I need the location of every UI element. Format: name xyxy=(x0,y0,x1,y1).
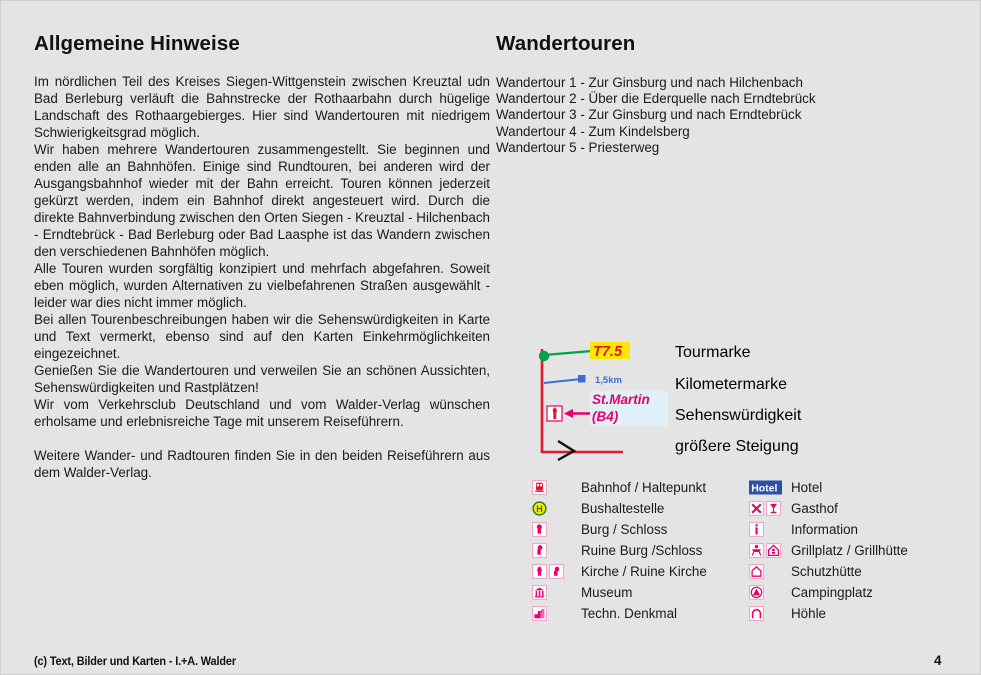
sight-arrow-head xyxy=(564,409,573,418)
icon-slot xyxy=(749,543,791,558)
legend-label: Kirche / Ruine Kirche xyxy=(581,564,707,579)
legend-row-information xyxy=(749,519,908,540)
legend-label: Hotel xyxy=(791,480,823,495)
information-icon xyxy=(749,522,764,537)
legend-label: Bushaltestelle xyxy=(581,501,665,516)
tour-list-item[interactable]: Wandertour 5 - Priesterweg xyxy=(496,139,660,155)
legend-row-kirche xyxy=(532,561,707,582)
sight-name-line-1: St.Martin xyxy=(592,392,650,407)
icon-slot xyxy=(749,606,791,621)
shelter-icon xyxy=(749,564,764,579)
tour-list-item[interactable]: Wandertour 3 - Zur Ginsburg und nach Erndtebrück xyxy=(496,107,802,123)
cave-icon xyxy=(749,606,764,621)
icon-slot xyxy=(749,564,791,579)
legend-row-techn-denkmal xyxy=(532,603,707,624)
map-legend-label-sehenswuerdigkeit: Sehenswürdigkeit xyxy=(675,407,802,424)
kilometer-mark-label: 1,5km xyxy=(595,375,622,386)
legend-label: Gasthof xyxy=(791,501,838,516)
museum-icon xyxy=(532,585,547,600)
page-title-allgemeine-hinweise: Allgemeine Hinweise xyxy=(34,32,240,55)
icon-legend-right-column xyxy=(749,477,908,624)
legend-label: Campingplatz xyxy=(791,585,873,600)
icon-slot xyxy=(749,480,791,495)
tour-mark-badge-label: T7.5 xyxy=(593,344,623,360)
icon-slot xyxy=(532,480,578,495)
legend-label: Burg / Schloss xyxy=(581,522,668,537)
church-glyph xyxy=(553,407,557,419)
legend-label: Museum xyxy=(581,585,633,600)
legend-row-ruine-burg xyxy=(532,540,707,561)
kilometer-mark-square xyxy=(578,375,586,383)
legend-row-hotel xyxy=(749,477,908,498)
wine-glass-icon xyxy=(766,501,781,516)
page-title-wandertouren: Wandertouren xyxy=(496,32,636,55)
intro-paragraph-3: Alle Touren wurden sorgfältig konzipiert und mehrfach abgefahren. Soweit eben möglich, wurden Alternativen zu vielbefahrenen Straßen ausgewählt - leider war dies nicht immer möglich. xyxy=(34,261,490,310)
icon-slot xyxy=(749,522,791,537)
steep-slope-chevron xyxy=(558,441,574,460)
legend-label: Grillplatz / Grillhütte xyxy=(791,543,908,558)
legend-label: Höhle xyxy=(791,606,826,621)
legend-label: Schutzhütte xyxy=(791,564,862,579)
castle-ruin-icon xyxy=(532,543,547,558)
barbecue-hut-icon xyxy=(766,543,781,558)
campsite-icon xyxy=(749,585,764,600)
tour-mark-dot xyxy=(539,351,549,361)
castle-icon xyxy=(532,522,547,537)
legend-label: Ruine Burg /Schloss xyxy=(581,543,703,558)
icon-slot xyxy=(532,585,578,600)
icon-legend-left-column xyxy=(532,477,707,624)
legend-row-schutzhuette xyxy=(749,561,908,582)
technical-monument-icon xyxy=(532,606,547,621)
icon-slot xyxy=(532,564,578,579)
intro-paragraph-7: Weitere Wander- und Radtouren finden Sie in den beiden Reiseführern aus dem Walder-Verlag. xyxy=(34,448,490,480)
church-icon xyxy=(532,564,547,579)
icon-slot xyxy=(749,501,791,516)
kilometer-mark-line xyxy=(544,379,581,383)
legend-row-campingplatz xyxy=(749,582,908,603)
legend-label: Information xyxy=(791,522,858,537)
bus-stop-icon xyxy=(532,501,547,516)
svg-text:H: H xyxy=(536,504,543,514)
intro-paragraph-6: Wir vom Verkehrsclub Deutschland und vom Walder-Verlag wünschen erholsame und erlebnisreiche Tage mit unserem Reiseführern. xyxy=(34,397,490,429)
icon-slot xyxy=(532,543,578,558)
intro-paragraph-1: Im nördlichen Teil des Kreises Siegen-Wittgenstein zwischen Kreuztal udn Bad Berleburg verläuft die Bahnstrecke der Rothaarbahn durch hügelige Landschaft des Rothaargebierges. Hier sind Wandertouren mit niedrigem Schwierigkeitsgrad möglich. xyxy=(34,74,490,140)
train-station-icon xyxy=(532,480,547,495)
hotel-icon xyxy=(749,480,783,495)
legend-row-museum xyxy=(532,582,707,603)
tour-list-item[interactable]: Wandertour 1 - Zur Ginsburg und nach Hilchenbach xyxy=(496,75,803,90)
tour-list-item[interactable]: Wandertour 4 - Zum Kindelsberg xyxy=(496,123,690,139)
barbecue-icon xyxy=(749,543,764,558)
intro-paragraph-5: Genießen Sie die Wandertouren und verweilen Sie an schönen Aussichten, Sehenswürdigkeiten und Rastplätzen! xyxy=(34,363,490,395)
icon-slot xyxy=(532,522,578,537)
map-legend-label-tourmarke: Tourmarke xyxy=(675,344,751,361)
svg-text:Hotel: Hotel xyxy=(751,482,778,495)
legend-row-burg-schloss xyxy=(532,519,707,540)
sight-name-line-2: (B4) xyxy=(592,409,619,424)
footer-copyright: (c) Text, Bilder und Karten - I.+A. Walder xyxy=(34,654,236,668)
icon-slot xyxy=(749,585,791,600)
map-legend-label-kilometermarke: Kilometermarke xyxy=(675,376,788,393)
legend-row-grillplatz xyxy=(749,540,908,561)
legend-row-hoehle xyxy=(749,603,908,624)
tour-list-item[interactable]: Wandertour 2 - Über die Ederquelle nach Erndtebrück xyxy=(496,91,816,107)
icon-slot xyxy=(532,501,578,516)
intro-paragraph-4: Bei allen Tourenbeschreibungen haben wir die Sehenswürdigkeiten in Karte und Text vermerkt, ebenso sind auf den Karten Einkehrmöglichkeiten eingezeichnet. xyxy=(34,312,490,361)
intro-paragraph-2: Wir haben mehrere Wandertouren zusammengestellt. Sie beginnen und enden alle an Bahnhöfen. Einige sind Rundtouren, bei anderen wird der Ausgangsbahnhof wieder mit der Bahn erreicht. Touren können jederzeit gekürzt werden, indem ein Bahnhof direkt angesteuert wird. Durch die direkte Bahnverbindung zwischen den Orten Siegen - Kreuztal - Hilchenbach - Erndtebrück - Bad Berleburg oder Bad Laasphe ist das Wandern zwischen den verschiedenen Bahnhöfen möglich. xyxy=(34,142,490,259)
restaurant-icon xyxy=(749,501,764,516)
legend-row-bahnhof xyxy=(532,477,707,498)
legend-label: Bahnhof / Haltepunkt xyxy=(581,480,707,495)
map-legend-label-groessere-steigung: größere Steigung xyxy=(675,438,799,455)
legend-label: Techn. Denkmal xyxy=(581,606,678,621)
tour-mark-connector xyxy=(544,351,592,355)
icon-slot xyxy=(532,606,578,621)
page-number: 4 xyxy=(934,653,942,668)
legend-row-bushaltestelle xyxy=(532,498,707,519)
legend-row-gasthof xyxy=(749,498,908,519)
church-ruin-icon xyxy=(549,564,564,579)
